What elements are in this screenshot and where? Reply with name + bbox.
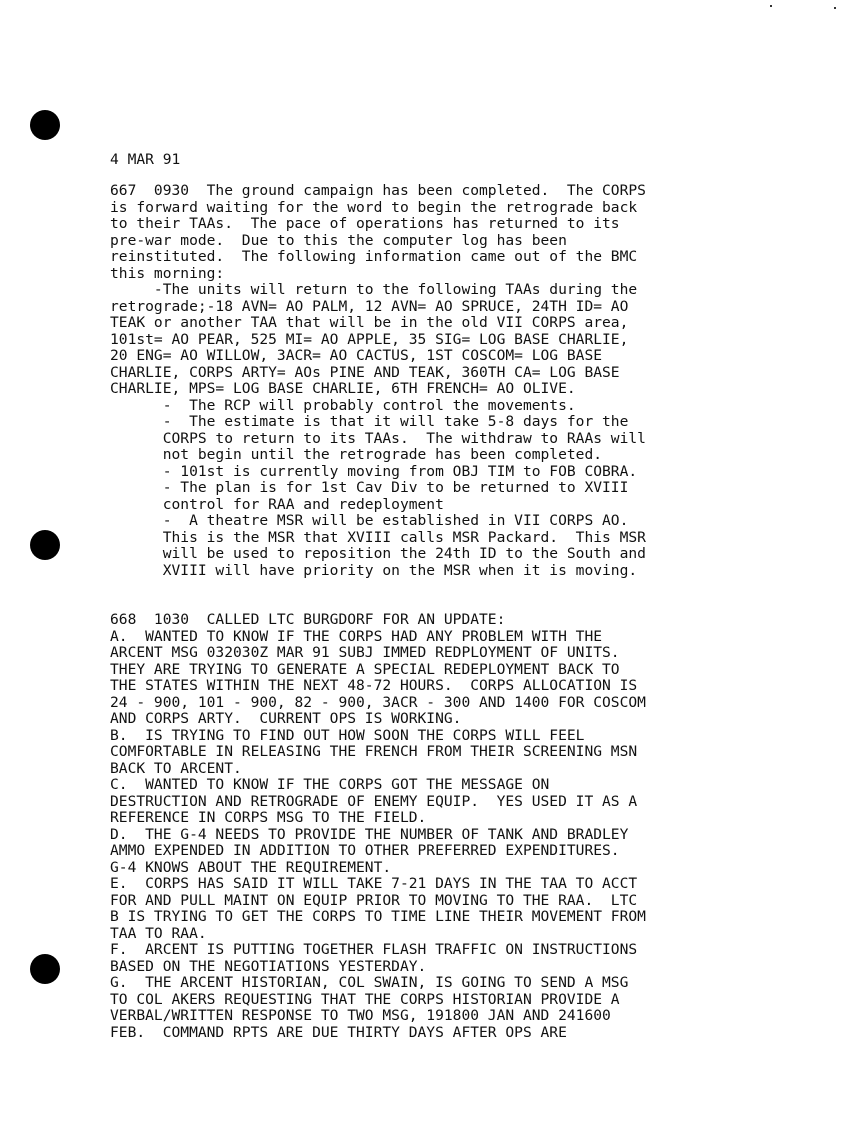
entry-line: B. IS TRYING TO FIND OUT HOW SOON THE CORPS WILL FEEL [110,726,585,744]
entry-line: REFERENCE IN CORPS MSG TO THE FIELD. [110,809,427,826]
scan-speck [770,5,772,7]
entry-line: THEY ARE TRYING TO GENERATE A SPECIAL REDEPLOYMENT BACK TO [110,660,620,678]
entry-line: 668 1030 CALLED LTC BURGDORF FOR AN UPDATE: [110,611,506,628]
entry-line: to their TAAs. The pace of operations has returned to its [110,215,620,232]
entry-line: pre-war mode. Due to this the computer log has been [110,231,567,249]
entry-line: this morning: [110,264,225,282]
entry-line: - The RCP will probably control the movements. [110,396,576,414]
entry-line: - 101st is currently moving from OBJ TIM to FOB COBRA. [110,462,638,480]
entry-line: DESTRUCTION AND RETROGRADE OF ENEMY EQUIP. YES USED IT AS A [110,792,638,810]
entry-line: not begin until the retrograde has been completed. [110,446,603,463]
entry-line: G-4 KNOWS ABOUT THE REQUIREMENT. [110,858,392,876]
entry-line: FOR AND PULL MAINT ON EQUIP PRIOR TO MOVING TO THE RAA. LTC [110,891,638,909]
punch-hole [30,954,60,984]
entry-line: G. THE ARCENT HISTORIAN, COL SWAIN, IS GOING TO SEND A MSG [110,974,629,991]
entry-line: E. CORPS HAS SAID IT WILL TAKE 7-21 DAYS IN THE TAA TO ACCT [110,875,638,892]
entry-line: ARCENT MSG 032030Z MAR 91 SUBJ IMMED REDPLOYMENT OF UNITS. [110,644,620,661]
entry-line: D. THE G-4 NEEDS TO PROVIDE THE NUMBER OF TANK AND BRADLEY [110,825,629,843]
entry-line: COMFORTABLE IN RELEASING THE FRENCH FROM THEIR SCREENING MSN [110,743,638,760]
entry-line: - The estimate is that it will take 5-8 days for the [110,413,629,430]
entry-line: CHARLIE, MPS= LOG BASE CHARLIE, 6TH FRENCH= AO OLIVE. [110,380,576,397]
entry-line: AND CORPS ARTY. CURRENT OPS IS WORKING. [110,710,462,727]
entry-line: will be used to reposition the 24th ID to the South and [110,545,646,562]
entry-line: CORPS to return to its TAAs. The withdraw to RAAs will [110,429,646,447]
entry-line: This is the MSR that XVIII calls MSR Packard. This MSR [110,528,646,546]
entry-line: XVIII will have priority on the MSR when it is moving. [110,561,638,579]
entry-line: F. ARCENT IS PUTTING TOGETHER FLASH TRAFFIC ON INSTRUCTIONS [110,941,638,958]
entry-line: C. WANTED TO KNOW IF THE CORPS GOT THE MESSAGE ON [110,776,550,793]
entry-line: control for RAA and redeployment [110,495,444,513]
entry-line: reinstituted. The following information came out of the BMC [110,248,638,265]
punch-hole [30,530,60,560]
entry-line: is forward waiting for the word to begin the retrograde back [110,198,638,216]
entry-line: 101st= AO PEAR, 525 MI= AO APPLE, 35 SIG= LOG BASE CHARLIE, [110,330,629,348]
entry-line: BASED ON THE NEGOTIATIONS YESTERDAY. [110,957,427,975]
entry-line: 20 ENG= AO WILLOW, 3ACR= AO CACTUS, 1ST COSCOM= LOG BASE [110,347,603,364]
entry-line: THE STATES WITHIN THE NEXT 48-72 HOURS. CORPS ALLOCATION IS [110,677,638,694]
entry-line: VERBAL/WRITTEN RESPONSE TO TWO MSG, 191800 JAN AND 241600 [110,1007,611,1024]
entry-line: 667 0930 The ground campaign has been completed. The CORPS [110,182,646,199]
entry-line: BACK TO ARCENT. [110,759,242,777]
date-heading: 4 MAR 91 [110,151,181,168]
scan-speck [834,7,836,9]
punch-hole [30,110,60,140]
entry-line: TAA TO RAA. [110,924,207,942]
entry-line: TEAK or another TAA that will be in the old VII CORPS area, [110,314,629,331]
entry-line: B IS TRYING TO GET THE CORPS TO TIME LINE THEIR MOVEMENT FROM [110,908,646,925]
entry-line: -The units will return to the following TAAs during the [110,281,638,298]
entry-line: - The plan is for 1st Cav Div to be returned to XVIII [110,479,629,496]
entry-line: 24 - 900, 101 - 900, 82 - 900, 3ACR - 300 AND 1400 FOR COSCOM [110,693,646,711]
entry-line: FEB. COMMAND RPTS ARE DUE THIRTY DAYS AFTER OPS ARE [110,1023,567,1041]
entry-line: - A theatre MSR will be established in VII CORPS AO. [110,512,629,529]
entry-line: retrograde;-18 AVN= AO PALM, 12 AVN= AO SPRUCE, 24TH ID= AO [110,297,629,315]
entry-line: TO COL AKERS REQUESTING THAT THE CORPS HISTORIAN PROVIDE A [110,990,620,1008]
entry-line: A. WANTED TO KNOW IF THE CORPS HAD ANY PROBLEM WITH THE [110,627,603,645]
entry-line: AMMO EXPENDED IN ADDITION TO OTHER PREFERRED EXPENDITURES. [110,842,620,859]
entry-line: CHARLIE, CORPS ARTY= AOs PINE AND TEAK, 360TH CA= LOG BASE [110,363,620,381]
